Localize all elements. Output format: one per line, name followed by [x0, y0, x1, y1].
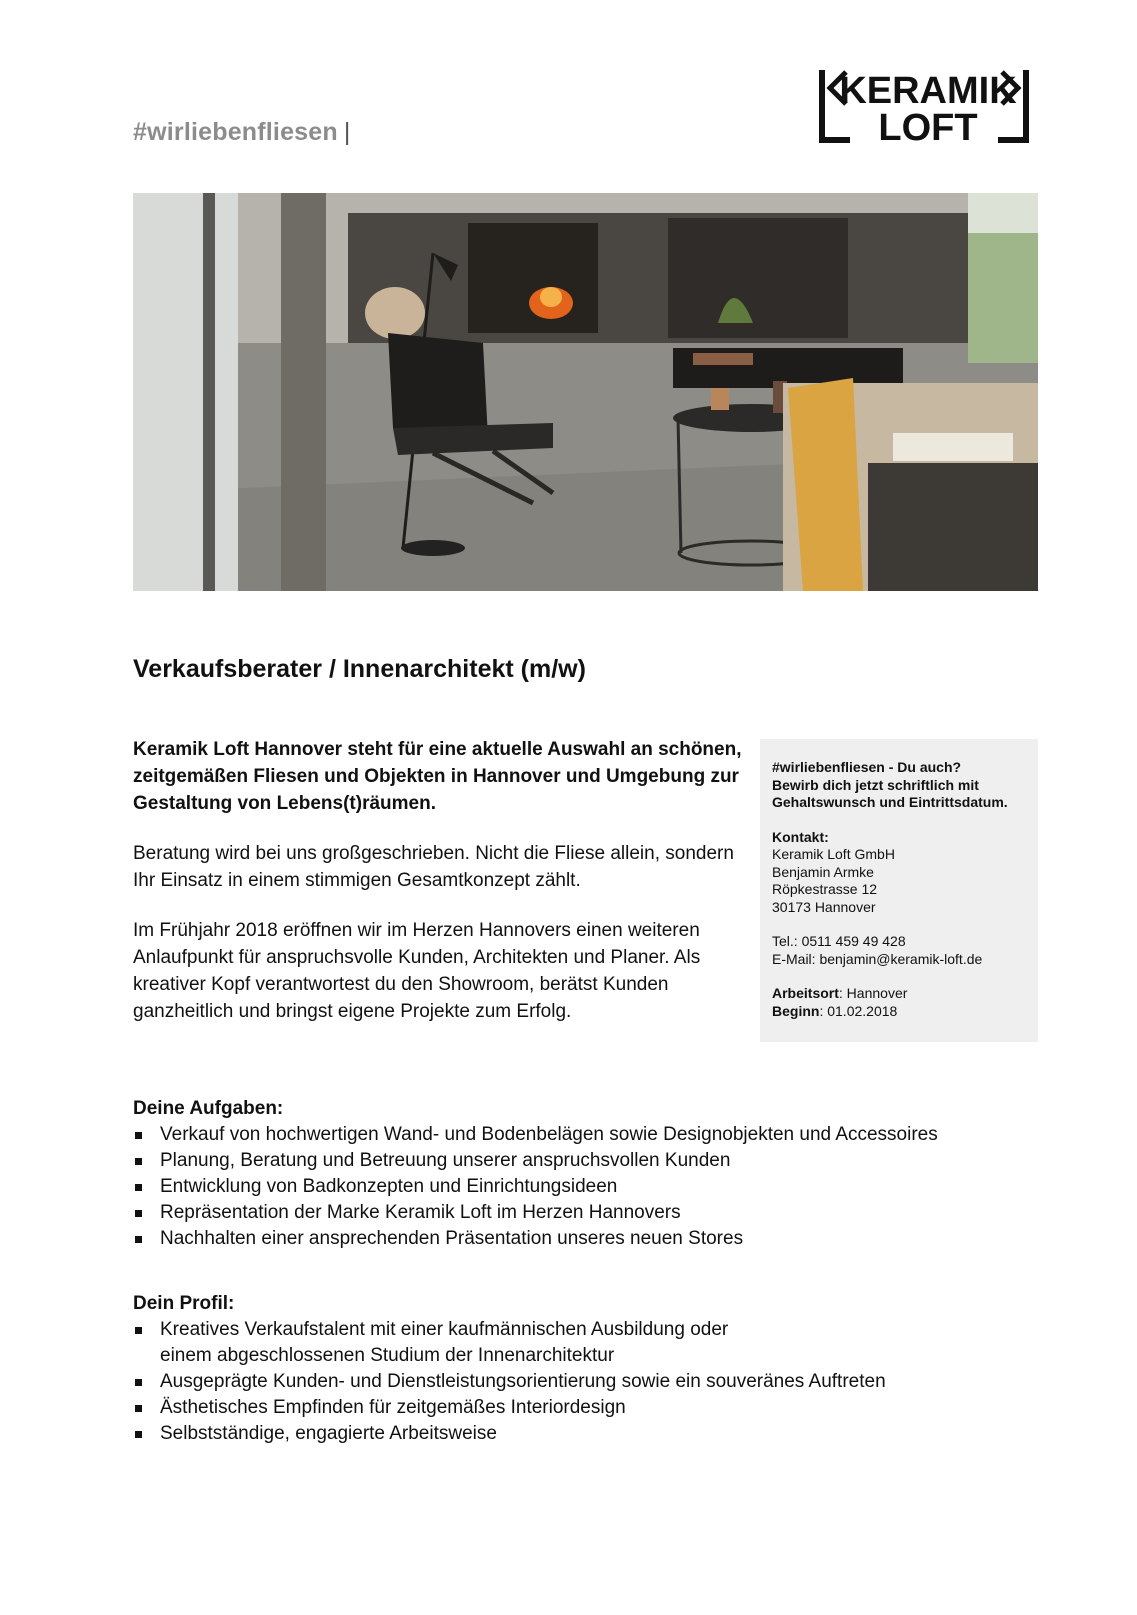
contact-email[interactable]: E-Mail: benjamin@keramik-loft.de [772, 950, 983, 967]
profile-section [133, 1291, 1063, 1447]
list-item: Ästhetisches Empfinden für zeitgemäßes Interiordesign [133, 1395, 1063, 1421]
intro-lead: Keramik Loft Hannover steht für eine aktuelle Auswahl an schönen, zeitgemäßen Fliesen und Objekten in Hannover und Umgebung zur Gestaltung von Lebens(t)räumen. [133, 739, 742, 814]
contact-company: Keramik Loft GmbH [772, 846, 895, 862]
header-tagline [133, 118, 351, 147]
contact-label: Kontakt: [772, 828, 829, 845]
list-item-line: einem abgeschlossenen Studium der Innenarchitektur [160, 1345, 615, 1366]
list-item: Planung, Beratung und Betreuung unserer anspruchsvollen Kunden [133, 1148, 1063, 1174]
profile-heading: Dein Profil: [133, 1293, 235, 1314]
keramik-loft-logo [816, 66, 1032, 146]
list-item: Repräsentation der Marke Keramik Loft im Herzen Hannovers [133, 1200, 1063, 1226]
location-label: Arbeitsort [772, 985, 839, 1001]
hero-image [133, 193, 1038, 591]
tasks-section [133, 1096, 1063, 1252]
job-meta [772, 985, 1026, 1020]
tagline-cursor: | [343, 118, 351, 146]
contact-city: 30173 Hannover [772, 898, 876, 915]
location-value: : Hannover [838, 985, 908, 1001]
cta-line-2: Bewirb dich jetzt schriftlich mit [772, 776, 979, 793]
logo-line2: LOFT [878, 107, 978, 146]
contact-channels [772, 933, 1026, 968]
list-item [133, 1317, 1063, 1369]
contact-block [772, 829, 1026, 917]
intro-paragraph-1: Beratung wird bei uns großgeschrieben. Nicht die Fliese allein, sondern Ihr Einsatz in einem stimmigen Gesamtkonzept zählt. [133, 843, 734, 891]
cta-line-3: Gehaltswunsch und Eintrittsdatum. [772, 794, 1008, 810]
intro-paragraph-2: Im Frühjahr 2018 eröffnen wir im Herzen Hannovers einen weiteren Anlaufpunkt für anspruchsvolle Kunden, Architekten und Planer. Als kreativer Kopf verantwortest du den Showroom, berätst Kunden ganzheitlich und bringst eigene Projekte zum Erfolg. [133, 920, 701, 1022]
living-room-photo-icon [133, 193, 1038, 591]
contact-box [760, 739, 1038, 1042]
list-item: Selbstständige, engagierte Arbeitsweise [133, 1421, 1063, 1447]
job-title: Verkaufsberater / Innenarchitekt (m/w) [133, 655, 586, 683]
logo-line1: KERAMIK [839, 70, 1017, 112]
cta-line-1: #wirliebenfliesen - Du auch? [772, 759, 962, 775]
list-item: Nachhalten einer ansprechenden Präsentation unseres neuen Stores [133, 1226, 1063, 1252]
list-item-line: Kreatives Verkaufstalent mit einer kaufmännischen Ausbildung oder [160, 1319, 729, 1340]
tasks-heading: Deine Aufgaben: [133, 1098, 284, 1119]
intro-text [133, 736, 748, 1048]
contact-person: Benjamin Armke [772, 863, 874, 880]
tasks-list [133, 1122, 1063, 1252]
contact-street: Röpkestrasse 12 [772, 881, 878, 897]
start-value: : 01.02.2018 [819, 1002, 898, 1019]
list-item: Ausgeprägte Kunden- und Dienstleistungsorientierung sowie ein souveränes Auftreten [133, 1369, 1063, 1395]
profile-list [133, 1317, 1063, 1447]
cta-text [772, 759, 1026, 812]
contact-phone[interactable]: Tel.: 0511 459 49 428 [772, 933, 906, 949]
list-item: Entwicklung von Badkonzepten und Einrichtungsideen [133, 1174, 1063, 1200]
list-item: Verkauf von hochwertigen Wand- und Bodenbelägen sowie Designobjekten und Accessoires [133, 1122, 1063, 1148]
start-label: Beginn [772, 1002, 820, 1019]
tagline-text: #wirliebenfliesen [133, 118, 338, 146]
